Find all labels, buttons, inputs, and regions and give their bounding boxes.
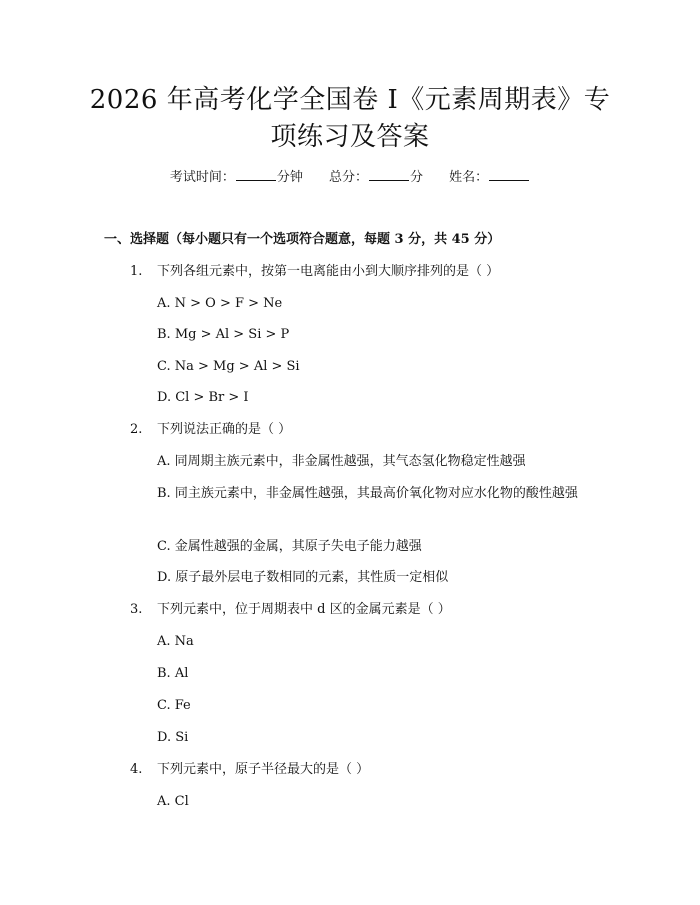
score-label: 总分： — [328, 170, 368, 185]
document-title-line-1: 2026 年高考化学全国卷 I《元素周期表》专 — [89, 85, 611, 115]
score-blank — [369, 168, 409, 181]
option-b: B. Mg > Al > Si > P — [157, 327, 290, 342]
option-a: A. Cl — [157, 794, 189, 809]
document-title-line-2: 项练习及答案 — [270, 122, 430, 152]
option-b: B. 同主族元素中，非金属性越强，其最高价氧化物对应水化物的酸性越强 — [157, 486, 578, 501]
time-label: 考试时间： — [169, 170, 235, 185]
option-d: D. Cl > Br > I — [157, 390, 249, 405]
question-number: 2. — [130, 422, 143, 437]
question-text: 下列元素中，位于周期表中 d 区的金属元素是（ ） — [157, 602, 451, 617]
option-c: C. 金属性越强的金属，其原子失电子能力越强 — [157, 539, 422, 554]
question-number: 4. — [130, 762, 143, 777]
section-title: 一、选择题（每小题只有一个选项符合题意，每题 3 分，共 45 分） — [104, 232, 501, 247]
option-c: C. Fe — [157, 698, 191, 713]
option-a: A. N > O > F > Ne — [157, 296, 283, 311]
exam-meta-row — [0, 168, 700, 188]
question-text: 下列元素中，原子半径最大的是（ ） — [157, 762, 370, 777]
option-d: D. Si — [157, 730, 189, 745]
option-b: B. Al — [157, 666, 189, 681]
question-number: 3. — [130, 602, 143, 617]
question-text: 下列说法正确的是（ ） — [157, 422, 292, 437]
name-label: 姓名： — [449, 170, 489, 185]
name-blank — [489, 168, 529, 181]
question-number: 1. — [130, 264, 143, 279]
option-a: A. 同周期主族元素中，非金属性越强，其气态氢化物稳定性越强 — [157, 454, 526, 469]
option-d: D. 原子最外层电子数相同的元素，其性质一定相似 — [157, 570, 449, 585]
question-text: 下列各组元素中，按第一电离能由小到大顺序排列的是（ ） — [157, 264, 500, 279]
option-c: C. Na > Mg > Al > Si — [157, 359, 300, 374]
time-blank — [236, 168, 276, 181]
score-unit: 分 — [410, 170, 424, 185]
option-a: A. Na — [157, 634, 194, 649]
time-unit: 分钟 — [276, 170, 303, 185]
